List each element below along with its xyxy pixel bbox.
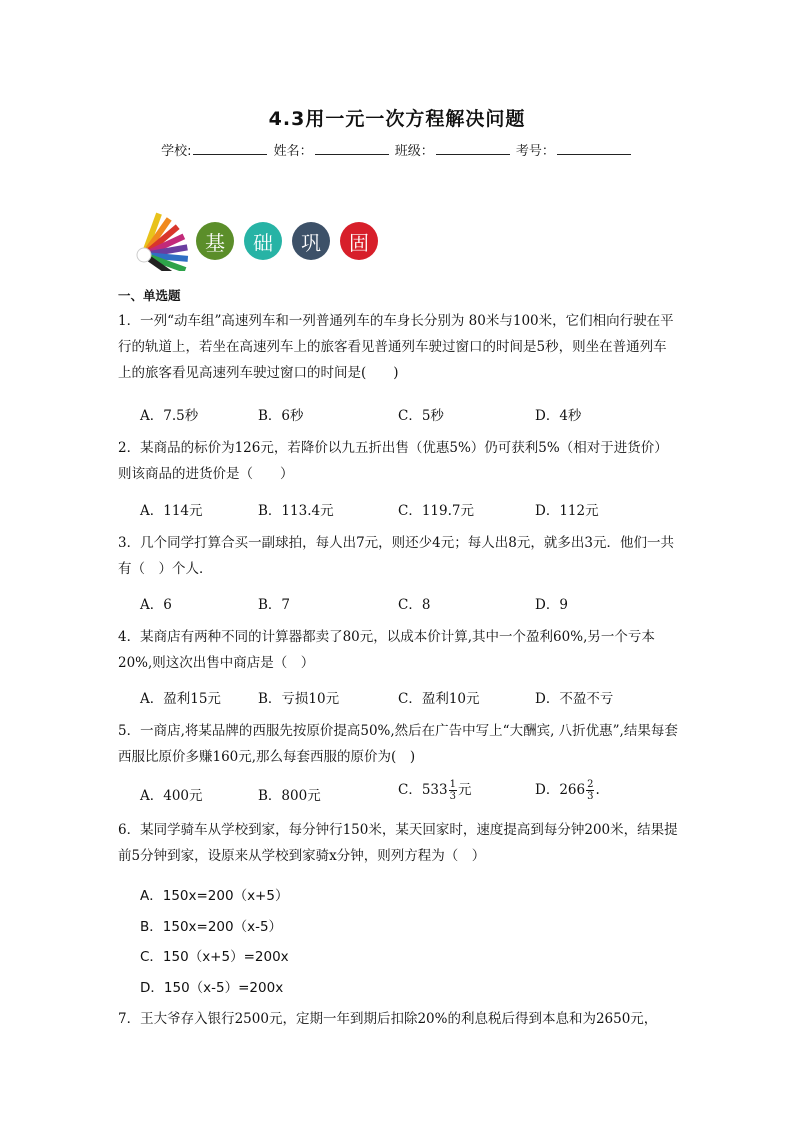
badge-chu: 础 <box>244 222 282 260</box>
option-d: D．112元 <box>535 503 599 519</box>
badge-gu: 固 <box>340 222 378 260</box>
option-c: C．119.7元 <box>398 503 474 519</box>
option-b: B．800元 <box>258 788 321 804</box>
fraction <box>586 779 594 802</box>
option-d: D．不盈不亏 <box>535 691 614 707</box>
option-b: B．7 <box>258 597 291 613</box>
fraction-denominator: 3 <box>449 791 456 802</box>
question-7: 7．王大爷存入银行2500元，定期一年到期后扣除20%的利息税后得到本息和为2650元， <box>118 1011 658 1027</box>
option-d <box>535 778 600 802</box>
exam-no-label: 考号： <box>515 144 555 159</box>
question-3: 3．几个同学打算合买一副球拍，每人出7元，则还少4元；每人出8元，就多出3元．他们一共有（ ）个人． <box>118 535 674 577</box>
option-d: D．4秒 <box>535 408 582 424</box>
option-d-prefix: D．266 <box>535 782 586 798</box>
class-label: 班级： <box>394 144 434 159</box>
fraction-numerator: 2 <box>587 779 594 790</box>
option-c: C．150（x+5）=200x <box>140 949 289 965</box>
option-a: A．150x=200（x+5） <box>140 888 289 904</box>
option-b: B．亏损10元 <box>258 691 340 707</box>
option-c-prefix: C．533 <box>398 782 448 798</box>
option-a: A．7.5秒 <box>140 408 199 424</box>
question-1: 1．一列“动车组”高速列车和一列普通列车的车身长分别为 80米与100米，它们相向行驶在平行的轨道上，若坐在高速列车上的旅客看见普通列车驶过窗口的时间是5秒，则坐在普通列车上的旅客看见高速列车驶过窗口的时间是( ) <box>118 313 674 381</box>
fraction-denominator: 3 <box>587 791 594 802</box>
option-c <box>398 778 471 802</box>
question-5: 5．一商店,将某品牌的西服先按原价提高50%,然后在广告中写上“大酬宾, 八折优惠”,结果每套西服比原价多赚160元,那么每套西服的原价为( ) <box>118 723 678 765</box>
question-2-options <box>140 499 680 521</box>
option-a: A．114元 <box>140 503 203 519</box>
fraction-numerator: 1 <box>449 779 456 790</box>
class-blank <box>436 142 510 155</box>
option-b: B．113.4元 <box>258 503 334 519</box>
option-c: C．盈利10元 <box>398 691 480 707</box>
fraction <box>449 779 457 802</box>
school-blank <box>193 142 267 155</box>
option-c: C．5秒 <box>398 408 444 424</box>
option-c-suffix: 元 <box>457 782 472 798</box>
question-5-options <box>140 779 680 806</box>
question-3-options <box>140 593 680 615</box>
student-info-line <box>0 140 794 159</box>
name-blank <box>315 142 389 155</box>
question-2: 2．某商品的标价为126元，若降价以九五折出售（优惠5%）仍可获利5%（相对于进货价）则该商品的进货价是（ ） <box>118 440 668 482</box>
option-d: D．150（x-5）=200x <box>140 980 284 996</box>
page-title: 4.3用一元一次方程解决问题 <box>268 108 526 130</box>
option-a: A．6 <box>140 597 172 613</box>
question-4-options <box>140 687 680 709</box>
section-banner <box>130 210 388 272</box>
option-b: B．150x=200（x-5） <box>140 919 283 935</box>
option-c: C．8 <box>398 597 431 613</box>
colored-pencils-icon <box>130 211 190 271</box>
option-d-suffix: . <box>595 782 600 798</box>
badge-ji: 基 <box>196 222 234 260</box>
school-label: 学校: <box>161 144 192 159</box>
question-1-options <box>140 404 680 426</box>
section-heading: 一、单选题 <box>118 288 181 303</box>
option-d: D．9 <box>535 597 568 613</box>
option-a: A．400元 <box>140 788 203 804</box>
exam-no-blank <box>557 142 631 155</box>
badge-gong: 巩 <box>292 222 330 260</box>
option-b: B．6秒 <box>258 408 304 424</box>
name-label: 姓名： <box>273 144 313 159</box>
question-4: 4．某商店有两种不同的计算器都卖了80元，以成本价计算,其中一个盈利60%,另一个亏本20%,则这次出售中商店是（ ） <box>118 629 655 671</box>
question-6: 6．某同学骑车从学校到家，每分钟行150米，某天回家时，速度提高到每分钟200米，结果提前5分钟到家，设原来从学校到家骑x分钟，则列方程为（ ） <box>118 822 678 864</box>
option-a: A．盈利15元 <box>140 691 221 707</box>
